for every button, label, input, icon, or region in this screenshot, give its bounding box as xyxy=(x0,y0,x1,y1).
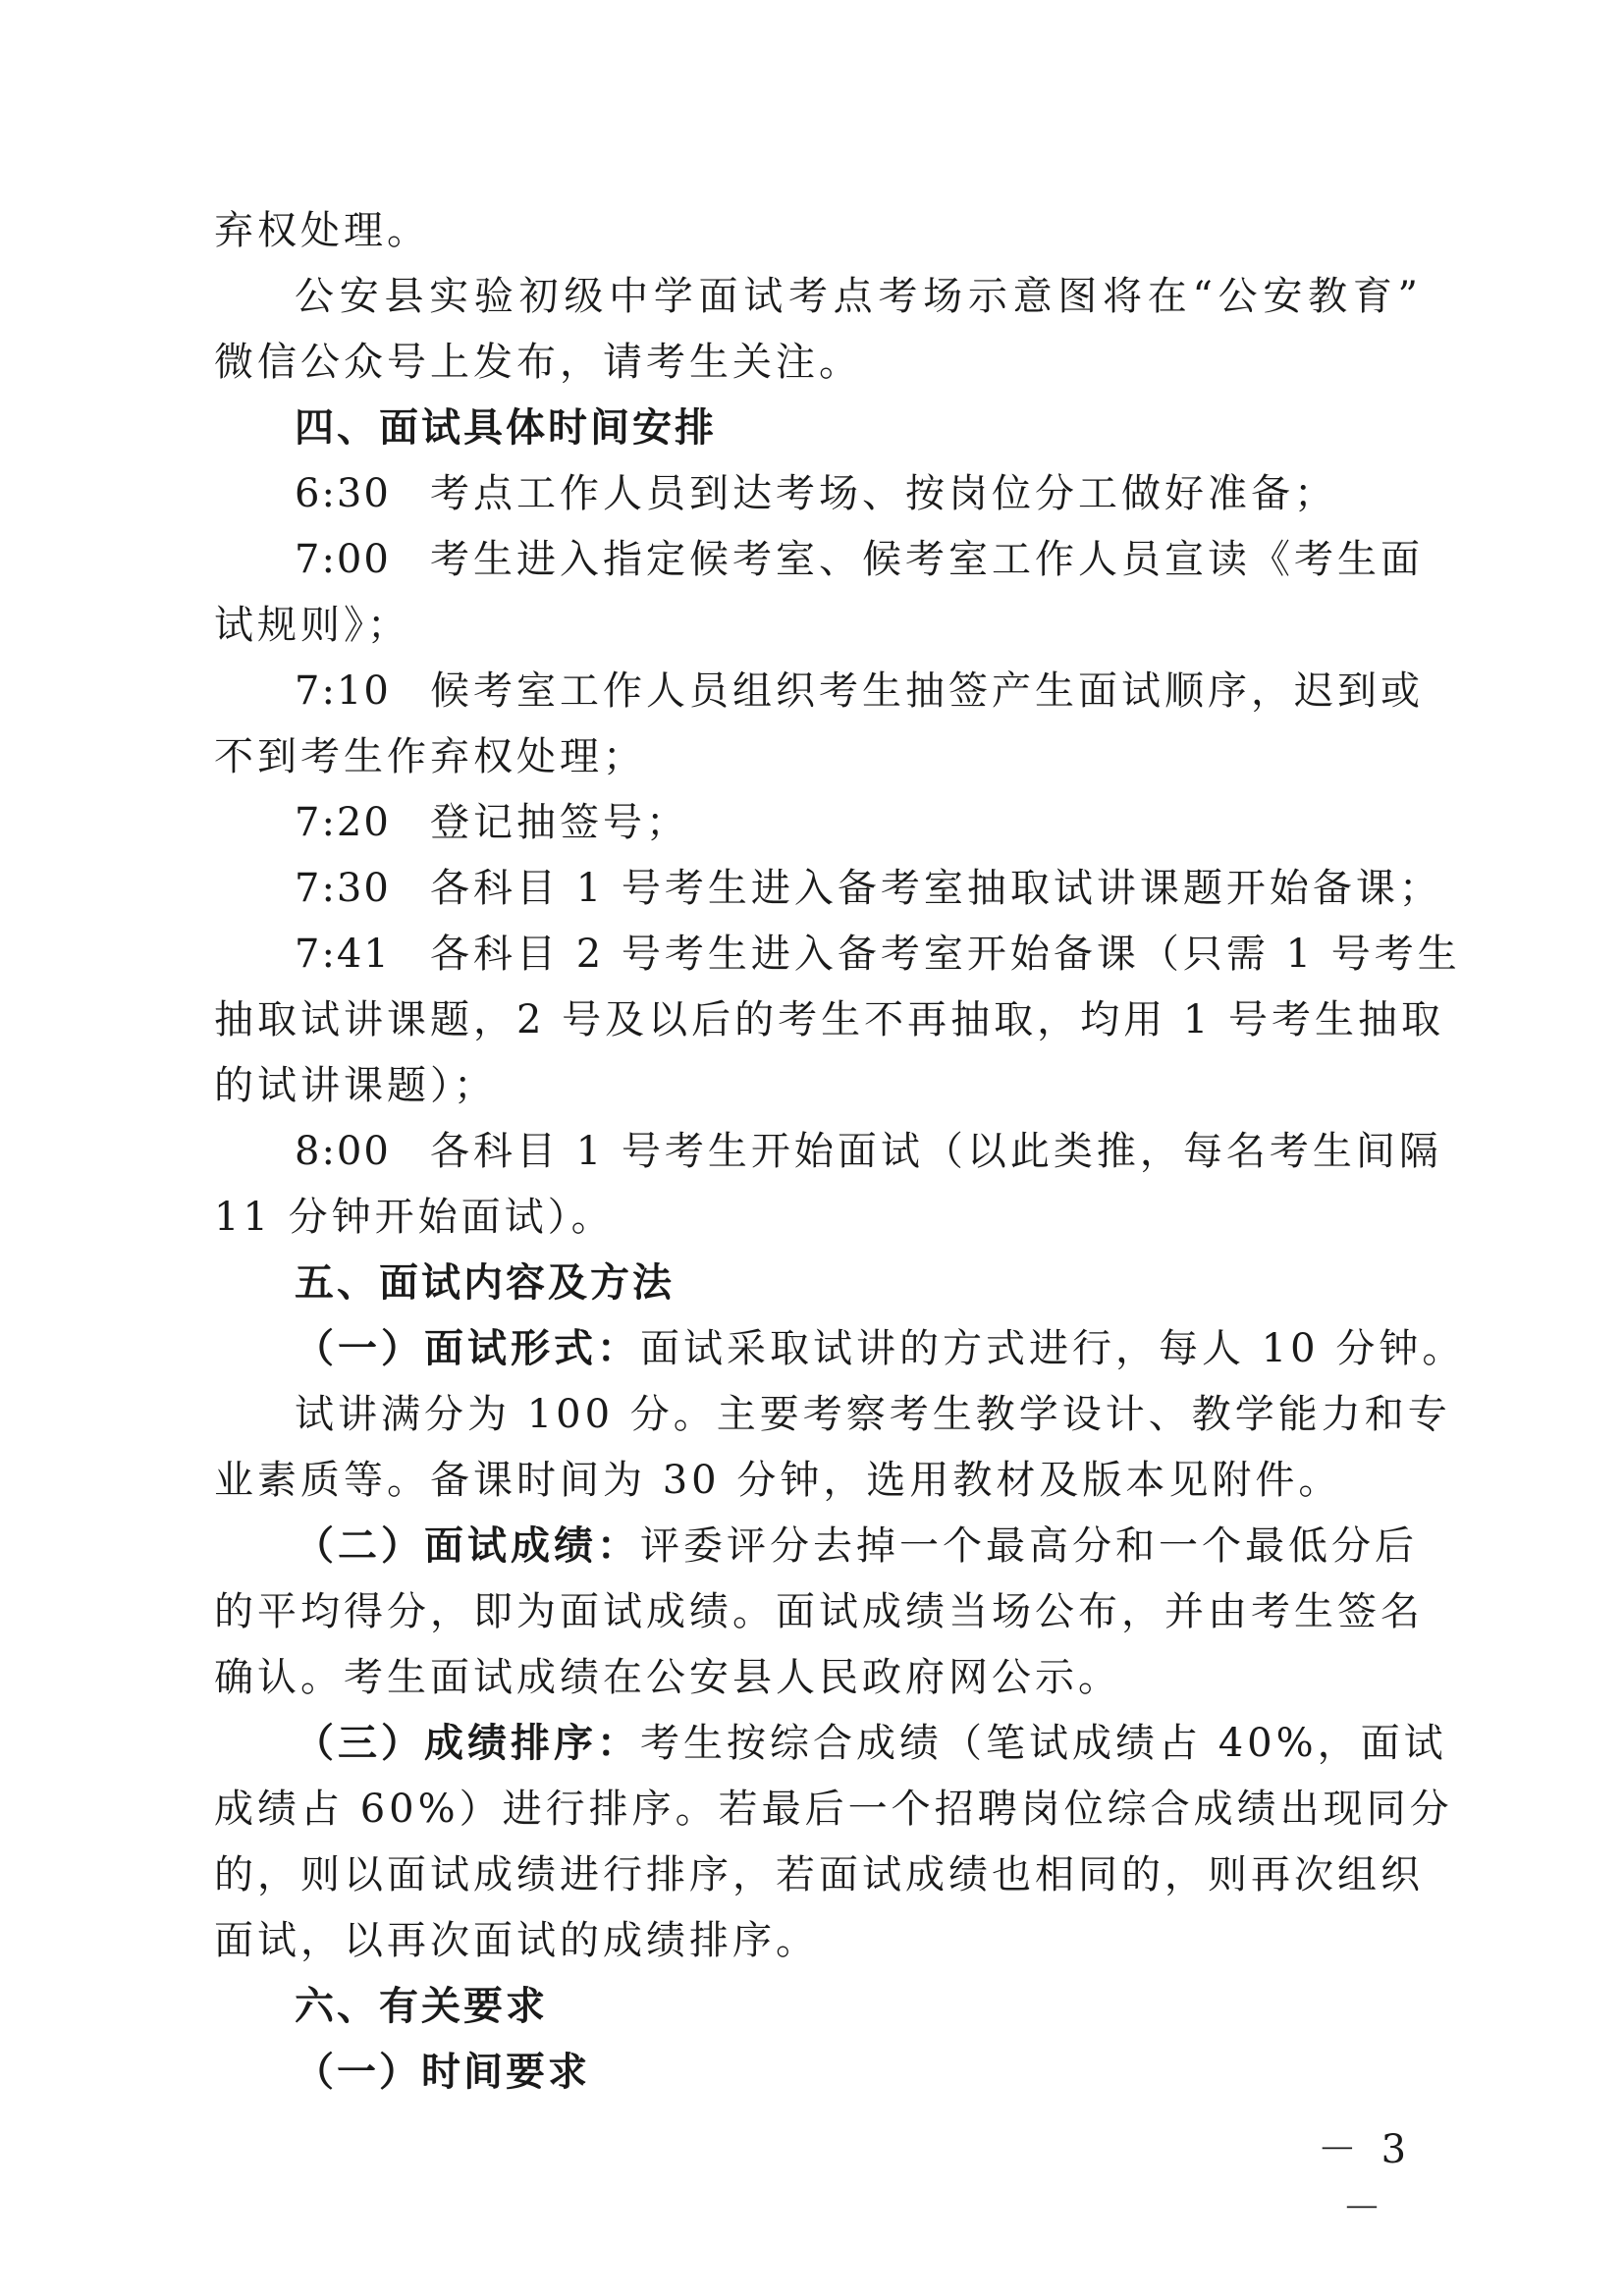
text-line: 试讲满分为 100 分。主要考察考生教学设计、教学能力和专 xyxy=(295,1392,1451,1437)
schedule-text: 各科目 2 号考生进入备考室开始备课（只需 1 号考生 xyxy=(430,932,1461,977)
schedule-time: 7:41 xyxy=(295,932,391,977)
text-line: 成绩占 60%）进行排序。若最后一个招聘岗位综合成绩出现同分 xyxy=(214,1787,1453,1832)
schedule-time: 7:00 xyxy=(295,537,391,582)
section-heading: 四、面试具体时间安排 xyxy=(295,405,717,451)
text-line: 公安县实验初级中学面试考点考场示意图将在“公安教育” xyxy=(295,274,1422,319)
schedule-text: 候考室工作人员组织考生抽签产生面试顺序，迟到或 xyxy=(430,668,1424,714)
schedule-time: 6:30 xyxy=(295,471,391,516)
paragraph-text: 考生按综合成绩（笔试成绩占 40%，面试 xyxy=(640,1721,1447,1766)
text-line: 业素质等。备课时间为 30 分钟，选用教材及版本见附件。 xyxy=(214,1458,1342,1503)
text-line: 的试讲课题）； xyxy=(214,1063,497,1108)
schedule-item xyxy=(295,530,1422,589)
section-heading: 五、面试内容及方法 xyxy=(295,1260,675,1306)
schedule-item xyxy=(295,464,1422,523)
schedule-time: 7:30 xyxy=(295,866,391,911)
schedule-item xyxy=(295,1122,1442,1181)
paragraph-label: （二）面试成绩： xyxy=(295,1523,640,1569)
text-line: 11 分钟开始面试）。 xyxy=(214,1195,615,1240)
section-heading: 六、有关要求 xyxy=(295,1984,548,2029)
paragraph-label: （一）面试形式： xyxy=(295,1326,640,1371)
schedule-item xyxy=(295,925,1461,984)
paragraph-line xyxy=(295,1319,1466,1378)
text-line: 的平均得分，即为面试成绩。面试成绩当场公布，并由考生签名 xyxy=(214,1589,1424,1634)
paragraph-label: （三）成绩排序： xyxy=(295,1721,640,1766)
text-line: 面试，以再次面试的成绩排序。 xyxy=(214,1918,819,1963)
paragraph-line xyxy=(295,1517,1422,1575)
text-line: 不到考生作弃权处理； xyxy=(214,734,646,779)
schedule-item xyxy=(295,859,1442,918)
text-line: 的，则以面试成绩进行排序，若面试成绩也相同的，则再次组织 xyxy=(214,1852,1424,1897)
paragraph-text: 面试采取试讲的方式进行，每人 10 分钟。 xyxy=(640,1326,1466,1371)
text-line: 弃权处理。 xyxy=(214,208,430,253)
text-line: 微信公众号上发布，请考生关注。 xyxy=(214,340,862,385)
schedule-text: 考点工作人员到达考场、按岗位分工做好准备； xyxy=(430,471,1337,516)
text-line: 确认。考生面试成绩在公安县人民政府网公示。 xyxy=(214,1655,1121,1700)
schedule-time: 7:20 xyxy=(295,800,391,845)
schedule-item xyxy=(295,793,1422,852)
text-line: 抽取试讲课题，2 号及以后的考生不再抽取，均用 1 号考生抽取 xyxy=(214,997,1445,1042)
schedule-text: 各科目 1 号考生进入备考室抽取试讲课题开始备课； xyxy=(430,866,1442,911)
paragraph-line xyxy=(295,1714,1447,1773)
subsection-heading: （一）时间要求 xyxy=(295,2050,590,2095)
schedule-time: 7:10 xyxy=(295,668,391,714)
page-number: － 3 － xyxy=(1317,2127,1413,2231)
schedule-time: 8:00 xyxy=(295,1129,391,1174)
schedule-item xyxy=(295,662,1422,721)
text-line: 试规则》； xyxy=(214,603,410,648)
schedule-text: 考生进入指定候考室、候考室工作人员宣读《考生面 xyxy=(430,537,1424,582)
paragraph-text: 评委评分去掉一个最高分和一个最低分后 xyxy=(640,1523,1418,1569)
schedule-text: 各科目 1 号考生开始面试（以此类推，每名考生间隔 xyxy=(430,1129,1442,1174)
schedule-text: 登记抽签号； xyxy=(430,800,689,845)
